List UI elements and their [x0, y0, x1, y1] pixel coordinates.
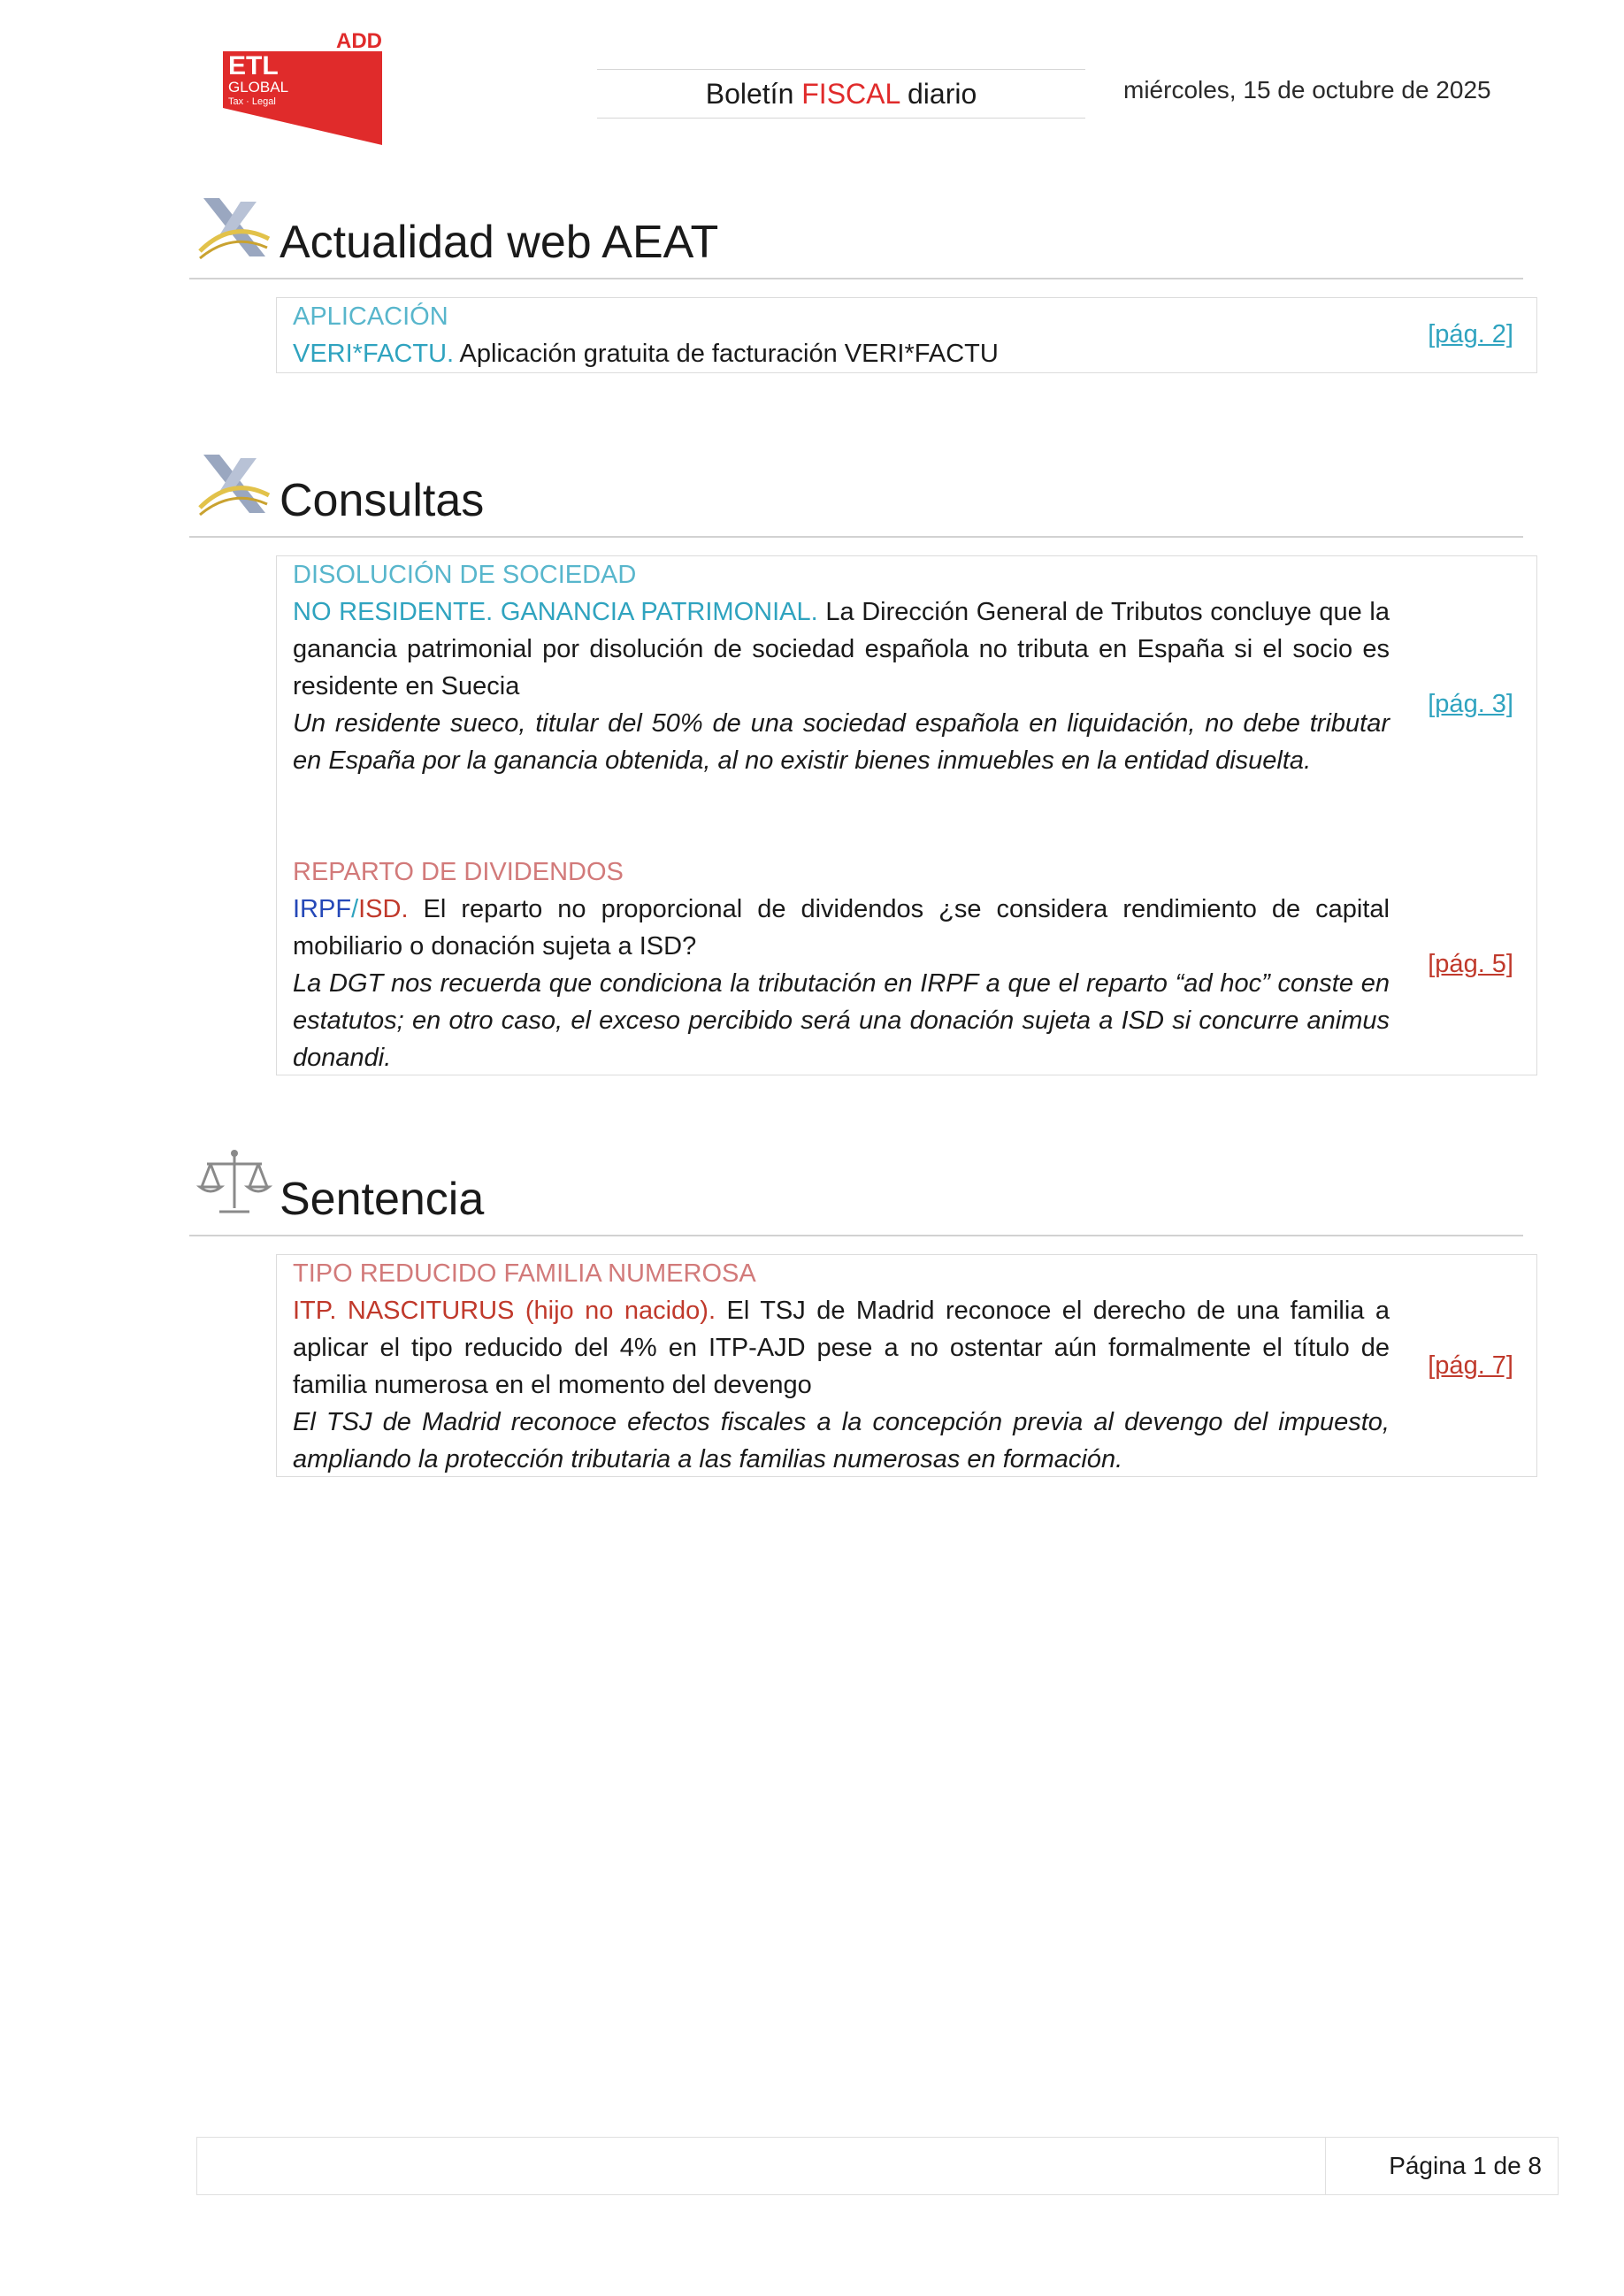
- section-divider: [189, 278, 1523, 279]
- aeat-logo-icon: [196, 193, 272, 269]
- page-footer: [196, 2137, 1559, 2195]
- entry-box-aeat: [276, 297, 1537, 373]
- entry-category: REPARTO DE DIVIDENDOS: [293, 858, 624, 886]
- page-link-3[interactable]: [pág. 3]: [1428, 690, 1513, 718]
- bulletin-title: Boletín FISCAL diario: [597, 69, 1085, 119]
- page-number: Página 1 de 8: [1389, 2152, 1542, 2179]
- entry-disolucion-sociedad: [293, 556, 1390, 779]
- entry-headline: ITP. NASCITURUS (hijo no nacido). El TSJ de Madrid reconoce el derecho de una familia a aplicar el tipo reducido del 4% en ITP-AJD pese a no ostentar aún formalmente el título de familia numerosa en el momento del devengo: [293, 1297, 1390, 1399]
- section-divider: [189, 536, 1523, 538]
- entry-summary: El TSJ de Madrid reconoce efectos fiscales a la concepción previa al devengo del impuesto, ampliando la protección tributaria a las familias numerosas en formación.: [293, 1408, 1390, 1473]
- bulletin-date: miércoles, 15 de octubre de 2025: [1123, 76, 1491, 103]
- etl-global-logo: [223, 32, 382, 145]
- entry-lead-irpf: IRPF: [293, 895, 352, 923]
- etl-logo-icon: [223, 32, 382, 145]
- entry-lead: ITP. NASCITURUS (hijo no nacido).: [293, 1297, 716, 1325]
- scales-icon: [196, 1146, 272, 1222]
- svg-text:ADD: ADD: [336, 32, 382, 53]
- entry-lead-isd: ISD.: [358, 895, 409, 923]
- entry-summary: La DGT nos recuerda que condiciona la tributación en IRPF a que el reparto “ad hoc” conste en estatutos; en otro caso, el exceso percibido será una donación sujeta a ISD si concurre animus donandi.: [293, 969, 1390, 1072]
- footer-divider: [1325, 2138, 1326, 2194]
- aeat-logo-icon: [196, 449, 272, 525]
- svg-text:Tax · Legal: Tax · Legal: [228, 96, 276, 107]
- entry-lead: VERI*FACTU.: [293, 340, 455, 368]
- section-title-aeat: Actualidad web AEAT: [280, 217, 719, 268]
- entry-veri-factu: [293, 298, 1390, 372]
- entry-category: APLICACIÓN: [293, 302, 448, 331]
- page-link-5[interactable]: [pág. 5]: [1428, 950, 1513, 978]
- entry-familia-numerosa: [293, 1255, 1390, 1478]
- entry-reparto-dividendos: [293, 853, 1390, 1076]
- svg-text:GLOBAL: GLOBAL: [228, 79, 289, 96]
- entry-summary: Un residente sueco, titular del 50% de una sociedad española en liquidación, no debe tributar en España por la ganancia obtenida, al no existir bienes inmuebles en la entidad disuelta.: [293, 709, 1390, 775]
- entry-category: DISOLUCIÓN DE SOCIEDAD: [293, 561, 637, 589]
- page-link-2[interactable]: [pág. 2]: [1428, 320, 1513, 348]
- entry-headline: IRPF/ISD. El reparto no proporcional de dividendos ¿se considera rendimiento de capital mobiliario o donación sujeta a ISD?: [293, 895, 1390, 960]
- entry-lead: NO RESIDENTE. GANANCIA PATRIMONIAL.: [293, 598, 818, 626]
- bulletin-title-highlight: FISCAL: [801, 78, 900, 110]
- section-divider: [189, 1235, 1523, 1236]
- entry-category: TIPO REDUCIDO FAMILIA NUMEROSA: [293, 1259, 756, 1288]
- entry-headline: NO RESIDENTE. GANANCIA PATRIMONIAL. La Dirección General de Tributos concluye que la ganancia patrimonial por disolución de sociedad española no tributa en España si el socio es residente en Suecia: [293, 598, 1390, 700]
- entry-box-sentencia: [276, 1254, 1537, 1477]
- svg-text:ETL: ETL: [228, 51, 279, 80]
- entry-headline: VERI*FACTU. Aplicación gratuita de facturación VERI*FACTU: [293, 340, 999, 368]
- section-title-sentencia: Sentencia: [280, 1174, 485, 1225]
- section-title-consultas: Consultas: [280, 475, 485, 526]
- entry-box-consultas: [276, 555, 1537, 1075]
- page-link-7[interactable]: [pág. 7]: [1428, 1351, 1513, 1380]
